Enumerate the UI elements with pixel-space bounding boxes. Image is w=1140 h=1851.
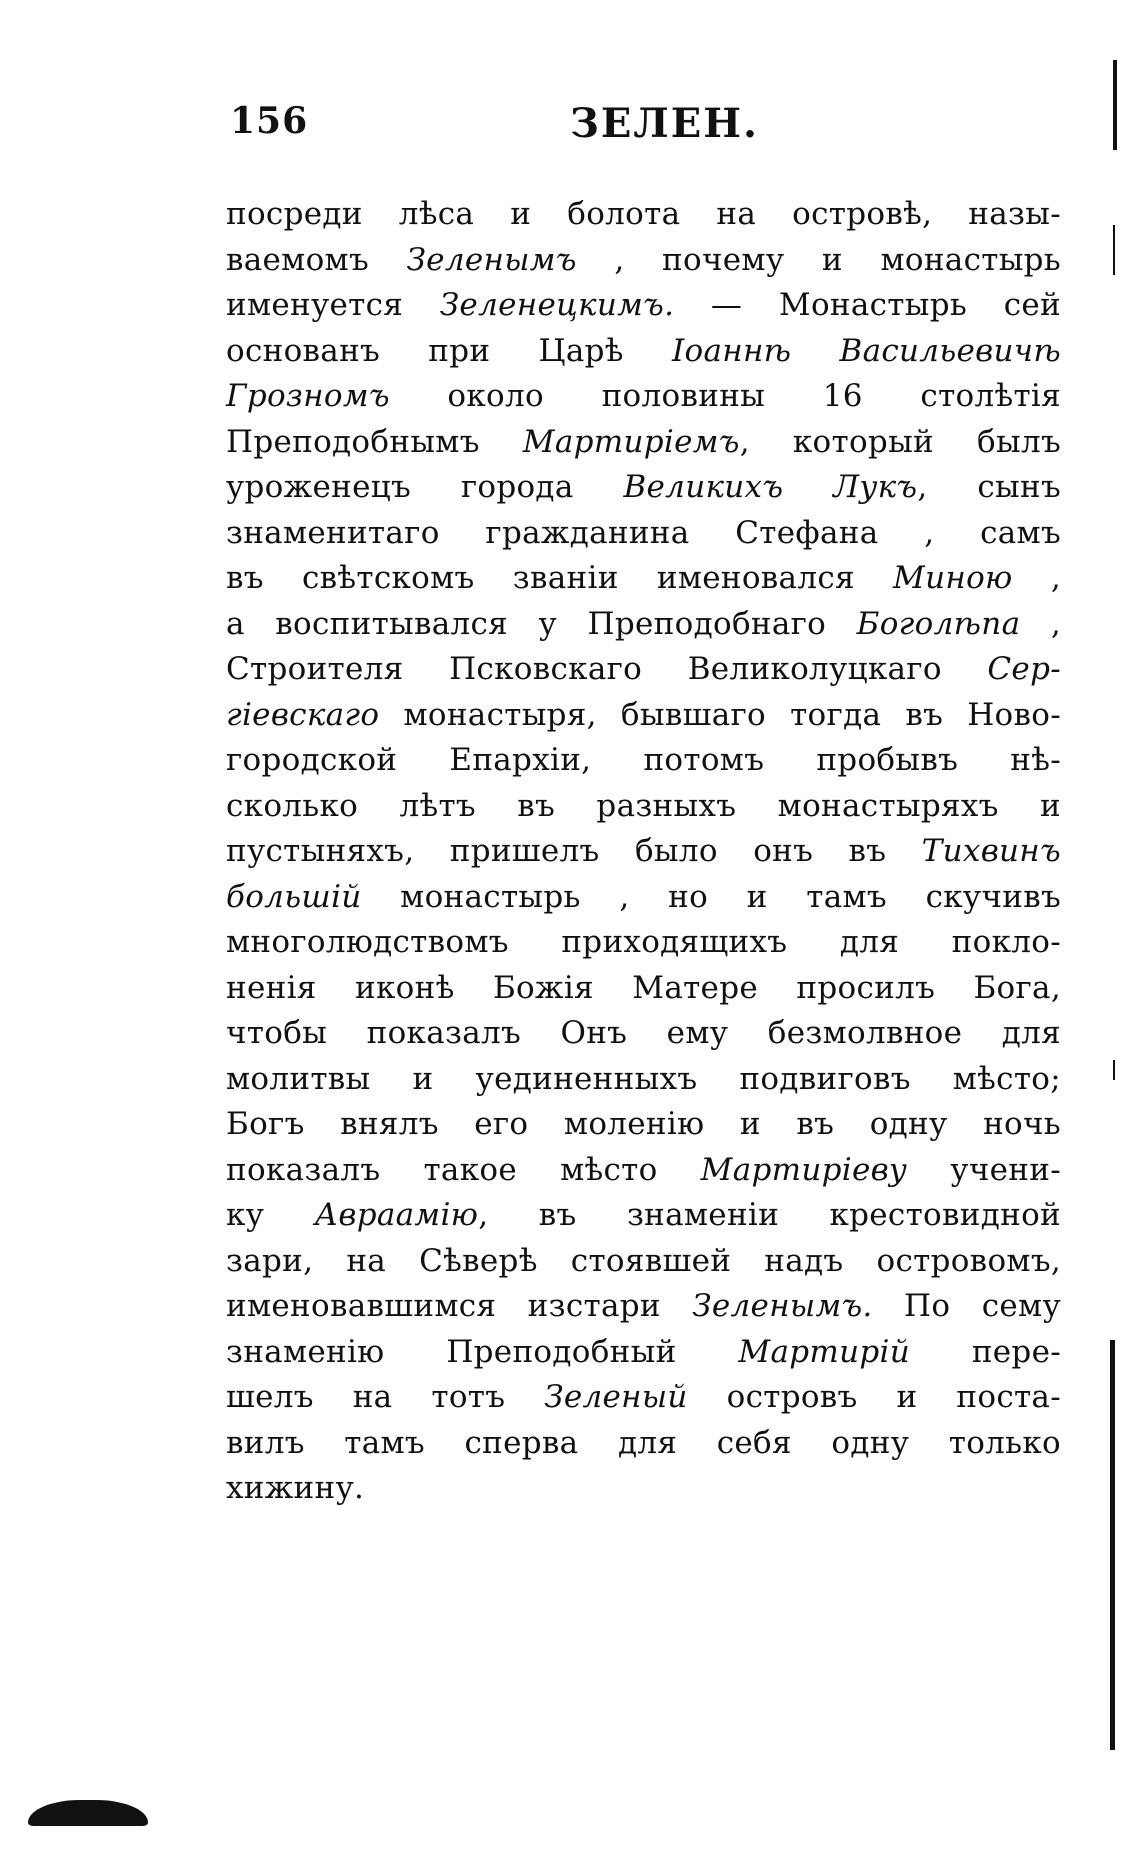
- text-line: [226, 738, 1061, 784]
- text-run: посреди лѣса и болота на островѣ, назы-: [226, 196, 1061, 232]
- margin-rule: [1113, 225, 1115, 275]
- italic-name: Зеленецкимъ.: [439, 287, 675, 323]
- text-run: знаменію Преподобный: [226, 1333, 739, 1370]
- ink-blot: [28, 1800, 148, 1826]
- text-run: многолюдствомъ приходящихъ для покло-: [226, 924, 1061, 960]
- margin-rule: [1113, 60, 1117, 150]
- text-run: хижину.: [226, 1470, 365, 1506]
- text-line: [226, 1330, 1061, 1376]
- text-line: [226, 192, 1061, 238]
- text-line: [226, 602, 1061, 648]
- text-run: островъ и поста-: [687, 1379, 1061, 1415]
- text-run: вилъ тамъ сперва для себя одну только: [226, 1424, 1061, 1461]
- text-run: Строителя Псковскаго Великолуцкаго: [226, 651, 988, 687]
- italic-name: Мартиріеву: [700, 1151, 908, 1188]
- text-run: около половины 16 столѣтія: [389, 378, 1061, 414]
- text-run: а воспитывался у Преподобнаго: [226, 605, 857, 642]
- italic-name: Авраамію: [314, 1197, 479, 1233]
- text-line: [226, 420, 1061, 466]
- text-run: чтобы показалъ Онъ ему безмолвное для: [226, 1015, 1061, 1051]
- text-run: знаменитаго гражданина Стефана , самъ: [226, 514, 1061, 551]
- italic-name: Миною: [893, 560, 1013, 596]
- italic-name: гіевскаго: [226, 696, 380, 733]
- text-line: [226, 283, 1061, 329]
- text-line: [226, 647, 1061, 693]
- text-run: молитвы и уединенныхъ подвиговъ мѣсто;: [226, 1060, 1061, 1097]
- text-line: [226, 1239, 1061, 1285]
- text-run: ку: [226, 1197, 315, 1233]
- text-run: пере-: [909, 1333, 1061, 1370]
- margin-rule: [1113, 1060, 1115, 1080]
- italic-name: Мартиріемъ: [522, 423, 740, 460]
- text-line: [226, 556, 1061, 602]
- text-run: именовавшимся изстари: [226, 1288, 693, 1324]
- text-run: городской Епархіи, потомъ пробывъ нѣ-: [226, 742, 1061, 778]
- text-run: учени-: [907, 1151, 1061, 1188]
- text-line: [226, 1421, 1061, 1467]
- text-line: [226, 238, 1061, 284]
- italic-name: Сер-: [987, 651, 1061, 687]
- text-line: [226, 829, 1061, 875]
- margin-rule: [1110, 1340, 1115, 1750]
- italic-name: Грозномъ: [226, 378, 390, 414]
- text-run: , который былъ: [739, 423, 1062, 460]
- text-run: шелъ на тотъ: [226, 1379, 545, 1415]
- text-run: , сынъ: [917, 469, 1061, 505]
- text-run: уроженецъ города: [226, 469, 624, 505]
- text-run: основанъ при Царѣ: [226, 332, 672, 369]
- text-run: зари, на Сѣверѣ стоявшей надъ островомъ,: [226, 1242, 1061, 1279]
- italic-name: Зеленый: [544, 1379, 688, 1415]
- text-run: показалъ такое мѣсто: [226, 1151, 701, 1188]
- text-run: Богъ внялъ его моленію и въ одну ночь: [226, 1106, 1061, 1142]
- text-run: въ свѣтскомъ званіи именовался: [226, 560, 894, 596]
- italic-name: Іоаннѣ Васильевичѣ: [671, 332, 1061, 369]
- text-line: [226, 511, 1061, 557]
- text-run: монастырь , но и тамъ скучивъ: [361, 878, 1061, 915]
- text-line: [226, 1011, 1061, 1057]
- italic-name: Зеленымъ.: [692, 1288, 873, 1324]
- text-run: ,: [1020, 605, 1061, 642]
- text-run: , въ знаменіи крестовидной: [478, 1197, 1061, 1233]
- text-line: [226, 966, 1061, 1012]
- text-run: ,: [1012, 560, 1061, 596]
- text-run: Преподобнымъ: [226, 423, 523, 460]
- text-line: [226, 920, 1061, 966]
- italic-name: Боголѣпа: [856, 605, 1021, 642]
- italic-name: Зеленымъ: [406, 241, 577, 278]
- text-line: [226, 329, 1061, 375]
- italic-name: Мартирій: [738, 1333, 910, 1370]
- text-line: [226, 693, 1061, 739]
- text-line: [226, 1148, 1061, 1194]
- text-line: [226, 1193, 1061, 1239]
- text-line: [226, 1284, 1061, 1330]
- text-run: монастыря, бывшаго тогда въ Ново-: [379, 696, 1061, 733]
- text-line: [226, 374, 1061, 420]
- body-text: [226, 192, 1061, 1512]
- text-run: сколько лѣтъ въ разныхъ монастыряхъ и: [226, 787, 1061, 824]
- page-header: [230, 100, 1060, 160]
- text-line: [226, 784, 1061, 830]
- text-run: ненія иконѣ Божія Матере просилъ Бога,: [226, 969, 1061, 1006]
- running-head: ЗЕЛЕН.: [570, 100, 759, 147]
- text-line: [226, 465, 1061, 511]
- text-line: [226, 1102, 1061, 1148]
- text-run: — Монастырь сей: [674, 287, 1061, 323]
- text-line: [226, 1375, 1061, 1421]
- text-run: ваемомъ: [226, 241, 407, 278]
- text-run: По сему: [872, 1288, 1061, 1324]
- text-line: [226, 1466, 1061, 1512]
- italic-name: большій: [226, 878, 362, 915]
- text-line: [226, 875, 1061, 921]
- text-run: пустыняхъ, пришелъ было онъ въ: [226, 833, 922, 869]
- italic-name: Тихвинъ: [921, 833, 1061, 869]
- text-line: [226, 1057, 1061, 1103]
- text-run: именуется: [226, 287, 440, 323]
- italic-name: Великихъ Лукъ: [623, 469, 918, 505]
- page-number: 156: [230, 100, 309, 142]
- text-run: , почему и монастырь: [576, 241, 1061, 278]
